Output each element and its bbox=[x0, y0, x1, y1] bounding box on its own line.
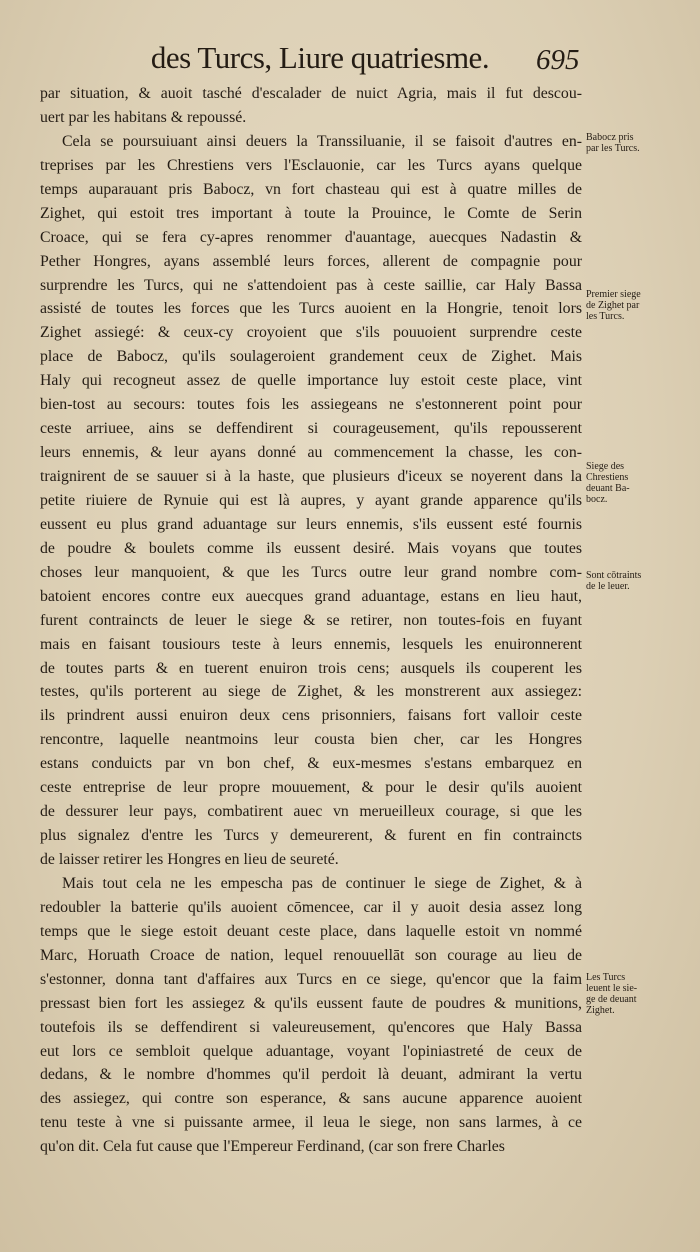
text-line: choses leur manquoient, & que les Turcs outre leur grand nombre com- bbox=[40, 563, 582, 581]
text-line: batoient encores contre eux auecques grand aduantage, estans en lieu haut, bbox=[40, 587, 582, 605]
margin-note-line: de le leuer. bbox=[586, 581, 630, 592]
text-line: testes, qu'ils porterent au siege de Zighet, & les monstrerent aux assiegez: bbox=[40, 683, 582, 701]
margin-note-line: leuent le sie- bbox=[586, 983, 638, 994]
text-line: Cela se poursuiuant ainsi deuers la Transsiluanie, il se faisoit d'autres en- bbox=[62, 132, 582, 150]
margin-note-line: deuant Ba- bbox=[586, 483, 630, 494]
text-line: Zighet assiegé: & ceux-cy croyoient que s'ils pouuoient surprendre ceste bbox=[40, 324, 582, 342]
text-line: plus signalez d'entre les Turcs y demeurerent, & furent en fin contraincts bbox=[40, 827, 582, 845]
text-line: par situation, & auoit tasché d'escalader de nuict Agria, mais il fut descou- bbox=[40, 85, 582, 102]
margin-note-line: Siege des bbox=[586, 461, 625, 472]
text-line: petite riuiere de Rynuie qui est là aupres, y ayant grande apparence qu'ils bbox=[40, 491, 582, 509]
text-line: rencontre, laquelle neantmoins leur cousta bien cher, car les Hongres bbox=[40, 731, 582, 749]
text-line: dedans, & le nombre d'hommes qu'il perdoit là deuant, admirant la vertu bbox=[40, 1066, 582, 1084]
text-line: ils prindrent aussi enuiron deux cens prisonniers, faisans fort valloir ceste bbox=[40, 707, 582, 725]
margin-note-line: Babocz pris bbox=[586, 132, 634, 143]
margin-note-line: bocz. bbox=[586, 494, 608, 505]
margin-note-line: Premier siege bbox=[586, 289, 641, 300]
margin-note-line: ge de deuant bbox=[586, 994, 637, 1005]
text-line: Haly qui recogneut assez de quelle importance luy estoit ceste place, vint bbox=[40, 372, 582, 390]
margin-note-siege-chrestiens bbox=[586, 461, 698, 505]
running-header: des Turcs, Liure quatriesme. bbox=[150, 40, 490, 75]
margin-note-contraints bbox=[586, 570, 698, 592]
text-line: estans conduicts par vn bon chef, & eux-mesmes s'estans embarquez en bbox=[40, 755, 582, 773]
margin-note-premier-siege bbox=[586, 289, 698, 322]
text-line: de dessurer leur pays, combatirent auec vn merueilleux courage, si que les bbox=[40, 803, 582, 821]
text-line: bien-tost au secours: toutes fois les assiegeans ne s'estonnerent point pour bbox=[40, 396, 582, 414]
text-line: tenu teste à vne si puissante armee, il leua le siege, non sans larmes, à ce bbox=[40, 1114, 582, 1132]
margin-note-line: par les Turcs. bbox=[586, 143, 640, 154]
text-line: Zighet, qui estoit tres important à toute la Prouince, le Comte de Serin bbox=[40, 204, 582, 222]
margin-note-line: Chrestiens bbox=[586, 472, 629, 483]
text-line: leurs ennemis, & leur ayans donné au commencement la chasse, les con- bbox=[40, 444, 582, 462]
text-line: temps auparauant pris Babocz, vn fort chasteau qui est à quatre milles de bbox=[40, 180, 582, 198]
text-line: pressast bien fort les assiegez & qu'ils eussent faute de poudres & munitions, bbox=[40, 994, 582, 1012]
text-line: eut lors ce sembloit quelque aduantage, voyant l'opiniastreté de ceux de bbox=[40, 1042, 582, 1060]
text-line: furent contraincts de leuer le siege & se retirer, non toutes-fois en fuyant bbox=[40, 611, 582, 629]
text-line: redoubler la batterie qu'ils auoient cōmencee, car il y auoit desia assez long bbox=[40, 898, 582, 916]
text-line: Croace, qui se fera cy-apres renommer d'auantage, auecques Nadastin & bbox=[40, 228, 582, 246]
margin-note-turcs-leuent bbox=[586, 972, 698, 1016]
text-line: mais en faisant tousiours teste à leurs ennemis, lesquels les enuironnerent bbox=[40, 635, 582, 653]
margin-note-line: les Turcs. bbox=[586, 311, 625, 322]
text-line: ceste arriuee, ains se deffendirent si courageusement, qu'ils repousserent bbox=[40, 420, 582, 438]
text-line: Mais tout cela ne les empescha pas de continuer le siege de Zighet, & à bbox=[62, 874, 582, 892]
text-line: place de Babocz, qu'ils soulageroient grandement ceux de Zighet. Mais bbox=[40, 348, 582, 366]
text-line: toutefois ils se deffendirent si valeureusement, qu'encores que Haly Bassa bbox=[40, 1018, 582, 1036]
margin-note-line: Sont cōtraints bbox=[586, 570, 642, 581]
text-line: temps que le siege estoit deuant ceste place, dans laquelle estoit vn nommé bbox=[40, 922, 582, 940]
text-line: Pether Hongres, ayans assemblé leurs forces, allerent de compagnie pour bbox=[40, 252, 582, 270]
text-line: surprendre les Turcs, qui ne s'attendoient pas à ceste saillie, car Haly Bassa bbox=[40, 276, 582, 294]
text-line: assisté de toutes les forces que les Turcs auoient en la Hongrie, tenoit lors bbox=[40, 300, 582, 318]
text-line: ceste entreprise de leur propre mouuement, & pour le desir qu'ils auoient bbox=[40, 779, 582, 797]
text-line: des assiegez, qui contre son esperance, & sans aucune apparence auoient bbox=[40, 1090, 582, 1108]
text-line: de poudre & boulets comme ils eussent desiré. Mais voyans que toutes bbox=[40, 539, 582, 557]
page-number: 695 bbox=[536, 44, 580, 76]
text-line: de toutes parts & en tuerent enuiron trois cens; ausquels ils couperent les bbox=[40, 659, 582, 677]
text-line: uert par les habitans & repoussé. bbox=[40, 108, 247, 126]
body-text bbox=[40, 82, 582, 1159]
text-line: s'estonner, donna tant d'affaires aux Turcs en ce siege, qu'encor que la faim bbox=[40, 970, 582, 988]
margin-note-line: Les Turcs bbox=[586, 972, 626, 983]
margin-note-line: Zighet. bbox=[586, 1005, 615, 1016]
margin-note-line: de Zighet par bbox=[586, 300, 640, 311]
text-line: eussent eu plus grand aduantage sur leurs ennemis, s'ils eussent esté fournis bbox=[40, 515, 582, 533]
text-line: Marc, Horuath Croace de nation, lequel renouuellāt son courage au lieu de bbox=[40, 946, 582, 964]
text-line: traignirent de se sauuer si à la haste, que plusieurs d'iceux se noyerent dans la bbox=[40, 468, 582, 485]
text-line: de laisser retirer les Hongres en lieu de seureté. bbox=[40, 851, 339, 868]
text-line: qu'on dit. Cela fut cause que l'Empereur Ferdinand, (car son frere Charles bbox=[40, 1138, 505, 1156]
margin-note-babocz bbox=[586, 132, 698, 154]
text-line: treprises par les Chrestiens vers l'Esclauonie, car les Turcs ayans quelque bbox=[40, 156, 582, 174]
